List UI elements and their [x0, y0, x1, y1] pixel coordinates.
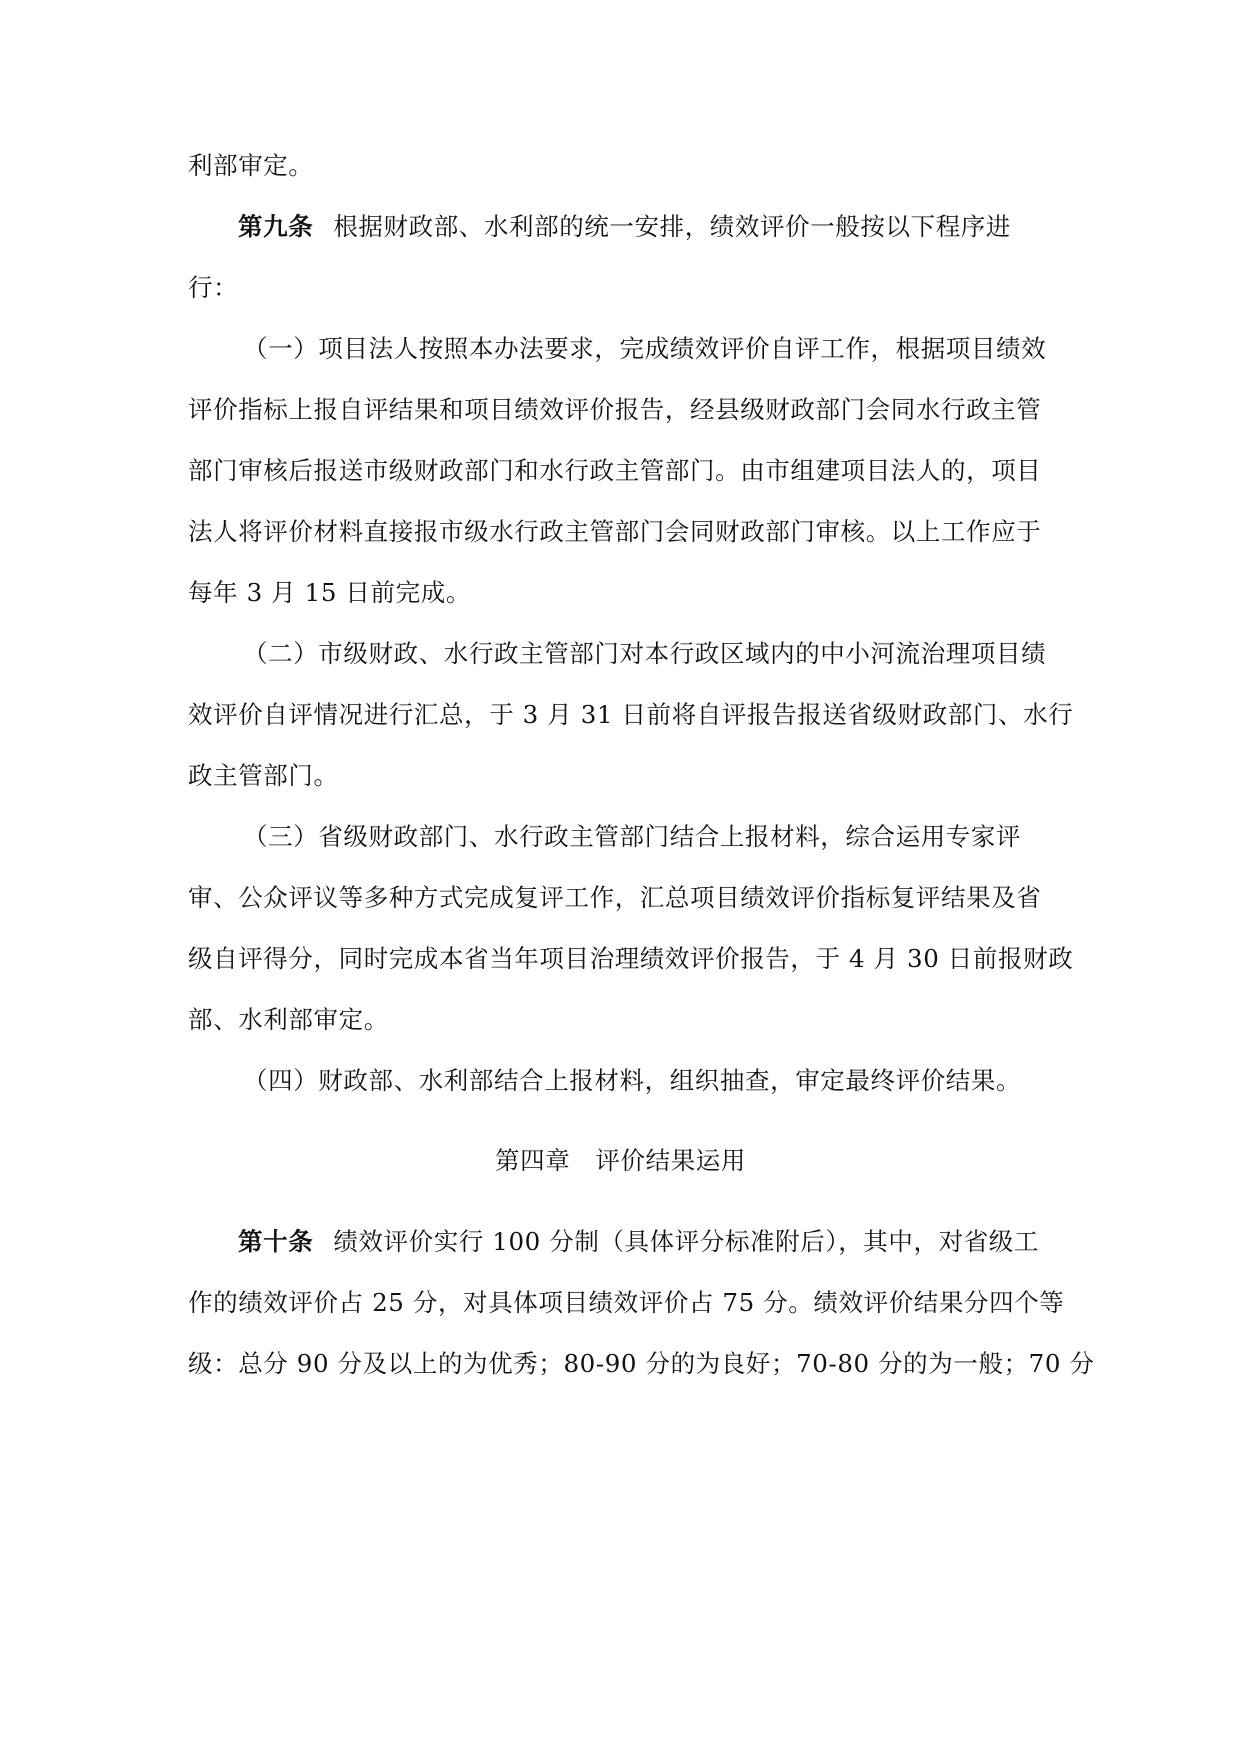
item-3-line-1: （三）省级财政部门、水行政主管部门结合上报材料，综合运用专家评	[243, 822, 1022, 851]
article-10-line-1	[238, 1226, 1039, 1258]
item-1-line-1: （一）项目法人按照本办法要求，完成绩效评价自评工作，根据项目绩效	[243, 334, 1047, 363]
item-4-line-1: （四）财政部、水利部结合上报材料，组织抽查，审定最终评价结果。	[243, 1066, 1022, 1095]
item-3-line-2: 审、公众评议等多种方式完成复评工作，汇总项目绩效评价指标复评结果及省	[188, 883, 1042, 912]
item-3-line-3: 级自评得分，同时完成本省当年项目治理绩效评价报告，于 4 月 30 日前报财政	[188, 944, 1074, 973]
article-9-heading: 第九条	[238, 212, 314, 241]
article-9-line-2: 行：	[188, 273, 239, 302]
item-3-line-4: 部、水利部审定。	[188, 1005, 389, 1034]
article-9-text: 根据财政部、水利部的统一安排，绩效评价一般按以下程序进	[333, 212, 1012, 241]
item-1-line-4: 法人将评价材料直接报市级水行政主管部门会同财政部门审核。以上工作应于	[188, 517, 1042, 546]
article-10-heading: 第十条	[238, 1227, 314, 1256]
item-2-line-1: （二）市级财政、水行政主管部门对本行政区域内的中小河流治理项目绩	[243, 639, 1047, 668]
article-9-line-1	[238, 211, 1011, 243]
article-10-line-3: 级：总分 90 分及以上的为优秀；80-90 分的为良好；70-80 分的为一般；70 分	[188, 1349, 1095, 1378]
article-10-text: 绩效评价实行 100 分制（具体评分标准附后），其中，对省级工	[333, 1227, 1039, 1256]
paragraph-continuation: 利部审定。	[188, 151, 314, 180]
item-1-line-3: 部门审核后报送市级财政部门和水行政主管部门。由市组建项目法人的，项目	[188, 456, 1042, 485]
item-2-line-2: 效评价自评情况进行汇总，于 3 月 31 日前将自评报告报送省级财政部门、水行	[188, 700, 1074, 729]
item-1-line-5: 每年 3 月 15 日前完成。	[188, 578, 471, 607]
article-10-line-2: 作的绩效评价占 25 分，对具体项目绩效评价占 75 分。绩效评价结果分四个等	[188, 1288, 1065, 1317]
chapter-heading: 第四章 评价结果运用	[495, 1146, 746, 1175]
item-2-line-3: 政主管部门。	[188, 761, 339, 790]
item-1-line-2: 评价指标上报自评结果和项目绩效评价报告，经县级财政部门会同水行政主管	[188, 395, 1042, 424]
